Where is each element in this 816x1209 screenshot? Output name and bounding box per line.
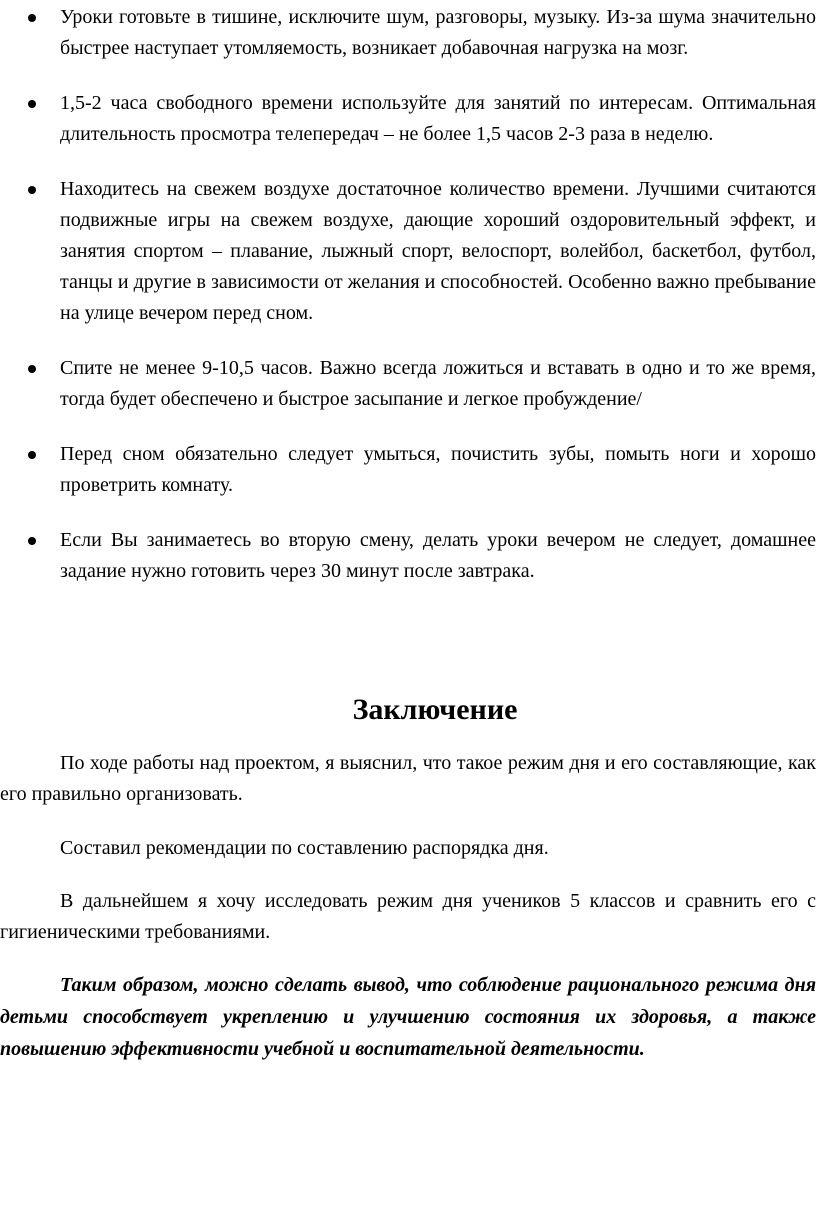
list-item-text: Спите не менее 9-10,5 часов. Важно всегда ложиться и вставать в одно и то же время, тогда будет обеспечено и быстрое засыпание и легкое пробуждение/ [60,357,816,410]
list-item-text: Находитесь на свежем воздухе достаточное количество времени. Лучшими считаются подвижные игры на свежем воздухе, дающие хороший оздоровительный эффект, и занятия спортом – плавание, лыжный спорт, велоспорт, волейбол, баскетбол, футбол, танцы и другие в зависимости от желания и способностей. Особенно важно пребывание на улице вечером перед сном. [60,178,816,324]
paragraph: Составил рекомендации по составлению распорядка дня. [60,837,549,859]
list-item [0,88,816,150]
bullet-icon [28,451,36,459]
list-item [0,174,816,329]
list-item [0,439,816,501]
list-item-text: Перед сном обязательно следует умыться, почистить зубы, помыть ноги и хорошо проветрить комнату. [60,443,816,496]
list-item-text: Уроки готовьте в тишине, исключите шум, разговоры, музыку. Из-за шума значительно быстрее наступает утомляемость, возникает добавочная нагрузка на мозг. [60,6,816,59]
section-title: Заключение [352,693,518,726]
bullet-icon [28,186,36,194]
list-item [0,2,816,64]
bullet-icon [28,100,36,108]
paragraph: В дальнейшем я хочу исследовать режим дня учеников 5 классов и сравнить его с гигиеническими требованиями. [0,890,816,943]
bullet-icon [28,14,36,22]
list-item [0,525,816,587]
conclusion-paragraph: Таким образом, можно сделать вывод, что соблюдение рационального режима дня детьми способствует укреплению и улучшению состояния их здоровья, а также повышению эффективности учебной и воспитательной деятельности. [0,974,816,1060]
bullet-icon [28,365,36,373]
recommendations-list [0,2,816,611]
list-item-text: Если Вы занимаетесь во вторую смену, делать уроки вечером не следует, домашнее задание нужно готовить через 30 минут после завтрака. [60,529,816,582]
list-item-text: 1,5-2 часа свободного времени используйте для занятий по интересам. Оптимальная длительность просмотра телепередач – не более 1,5 часов 2-3 раза в неделю. [60,92,816,145]
bullet-icon [28,537,36,545]
list-item [0,353,816,415]
paragraph: По ходе работы над проектом, я выяснил, что такое режим дня и его составляющие, как его правильно организовать. [0,752,816,805]
